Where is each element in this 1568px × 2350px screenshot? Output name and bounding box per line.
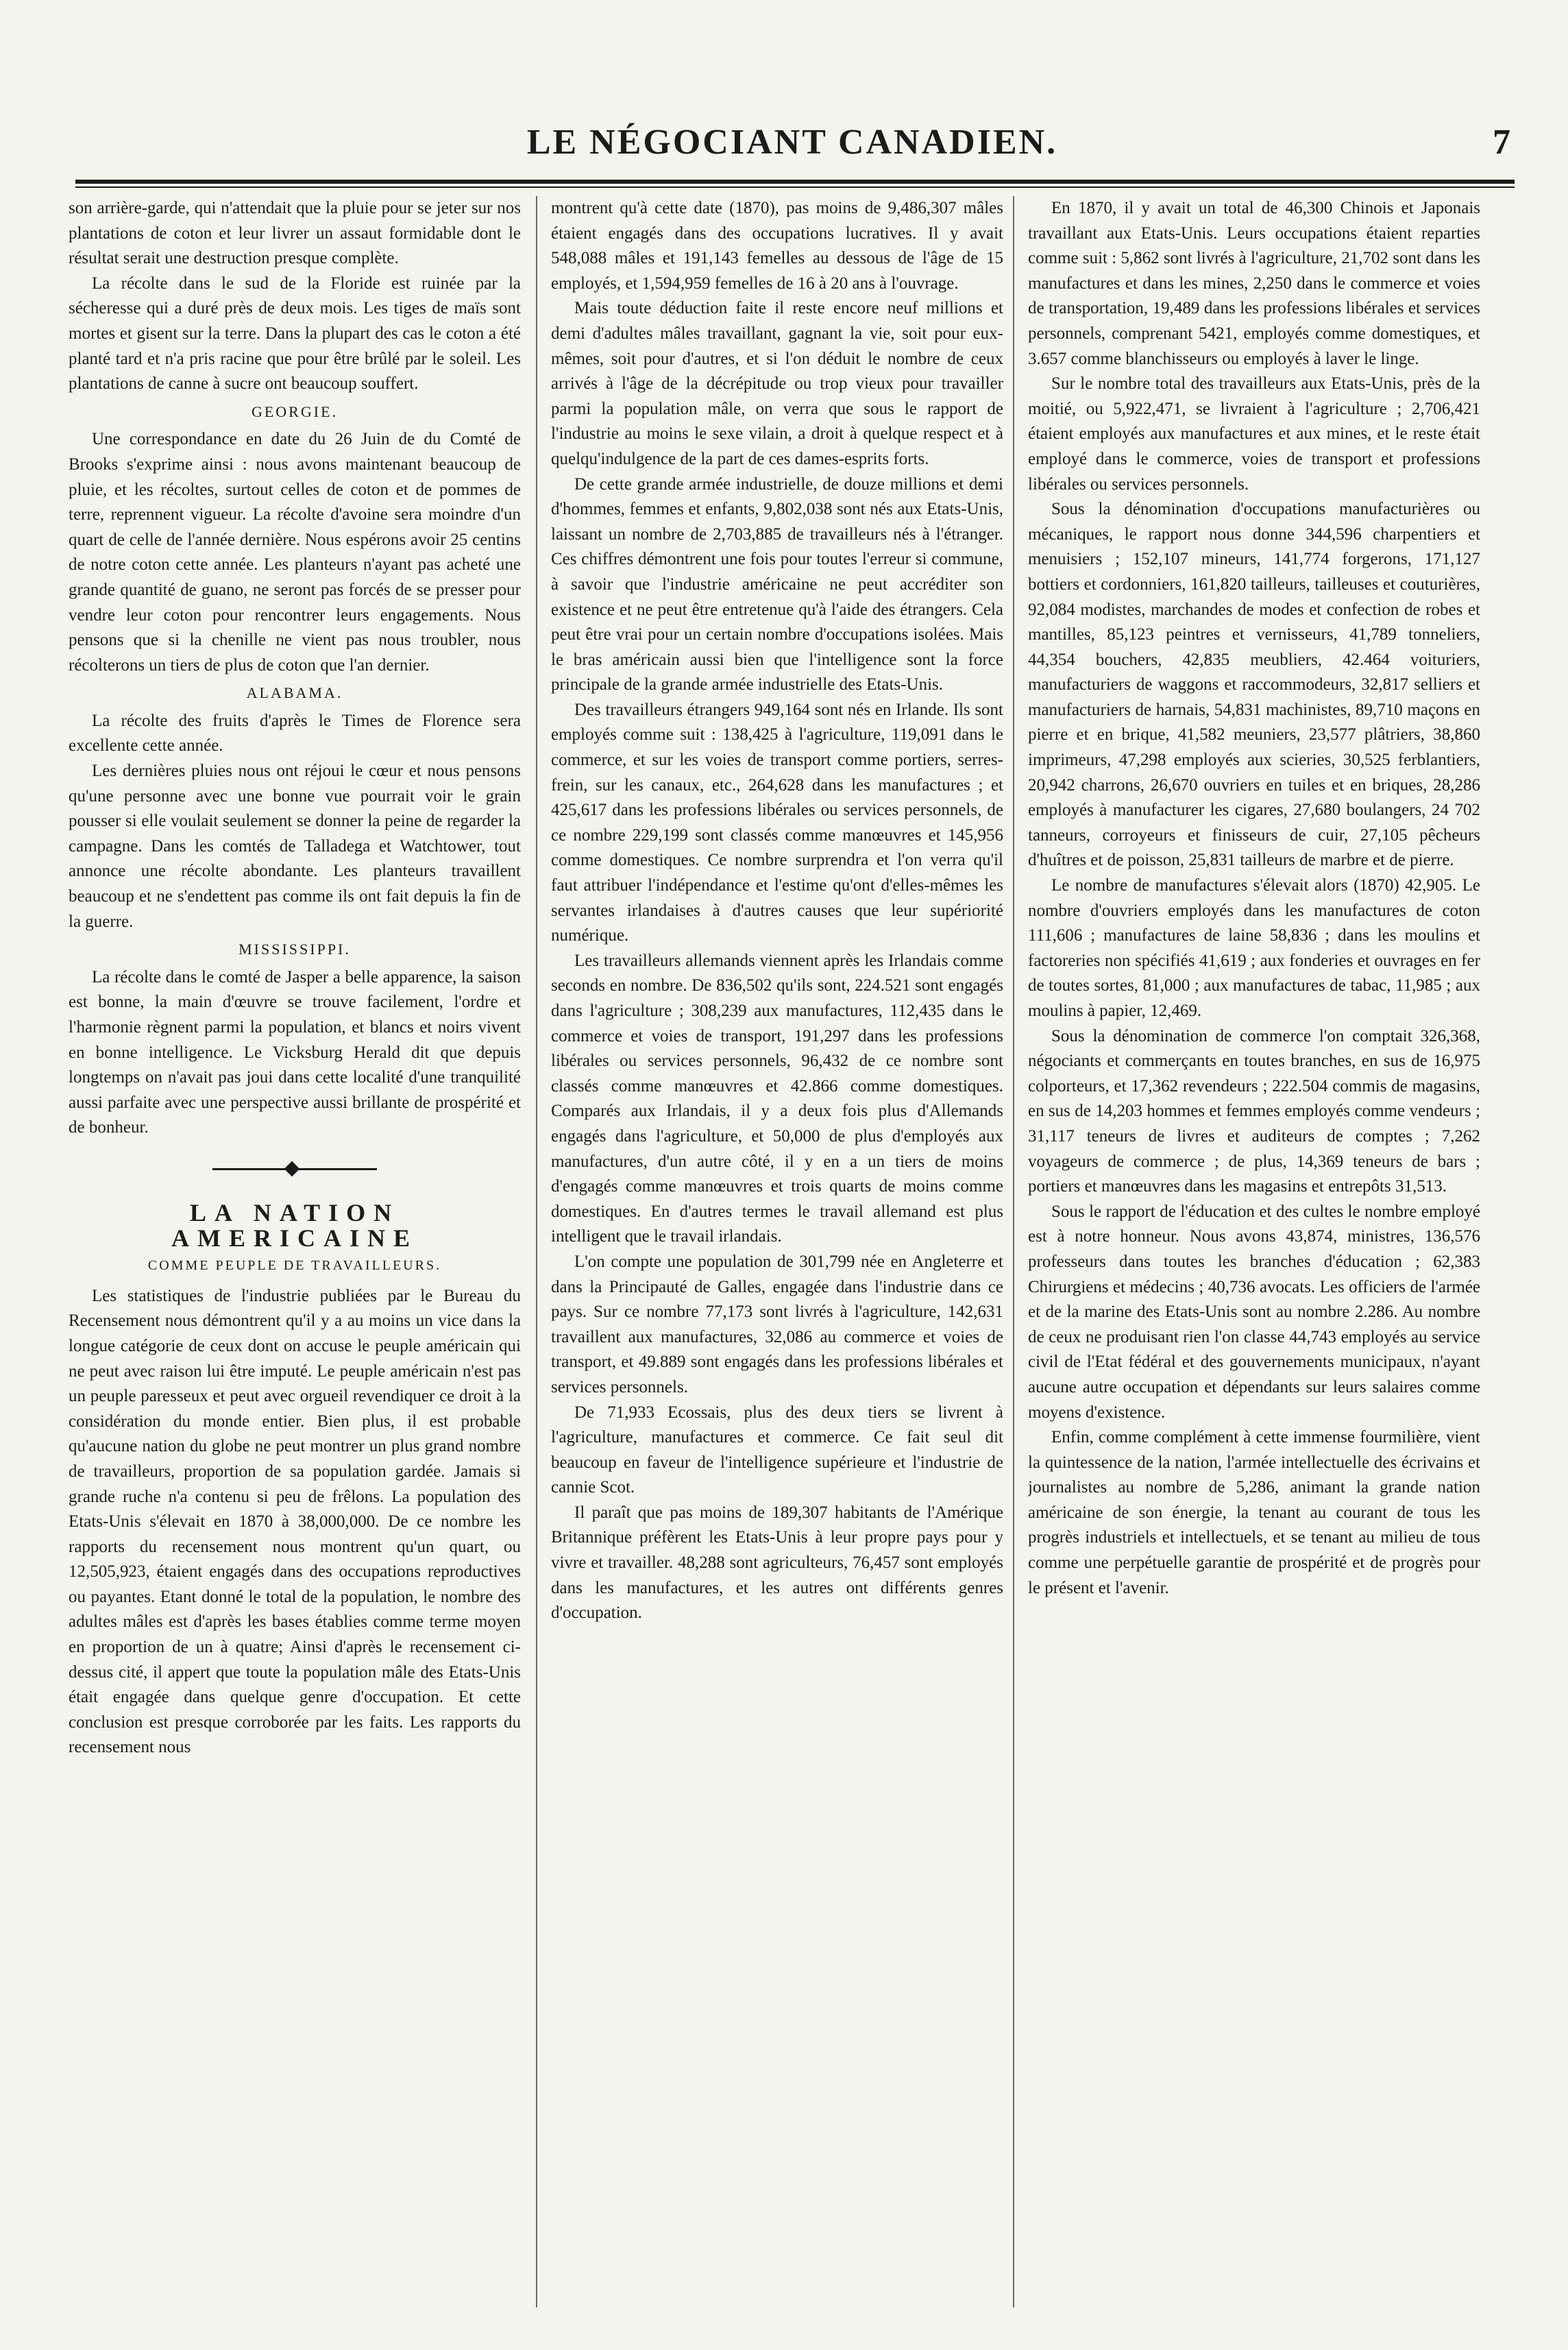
paragraph: Une correspondance en date du 26 Juin de du Comté de Brooks s'exprime ainsi : nous avons maintenant beaucoup de pluie, et les récoltes, surtout celles de coton et de pommes de terre, reprennent vigueur. La récolte d'avoine sera moindre d'un quart de celle de l'année dernière. Nous espérons avoir 25 centins de notre coton cette année. Les planteurs n'ayant pas acheté une grande quantité de guano, ne seront pas forcés de se presser pour vendre leur coton pour rencontrer leurs engagements. Nous pensons que si la chenille ne vient pas nous troubler, nous récolterons un tiers de plus de coton que l'an dernier. bbox=[69, 430, 521, 675]
paragraph: Sous le rapport de l'éducation et des cultes le nombre employé est à notre honneur. Nous avons 43,874, ministres, 136,576 professeurs dans toutes les branches d'éducation ; 62,383 Chirurgiens et médecins ; 40,736 avocats. Les officiers de l'armée et de la marine des Etats-Unis sont au nombre 2.286. Au nombre de ceux ne produisant rien l'on classe 44,743 employés au service civil de l'Etat fédéral et des gouvernements municipaux, n'ayant aucune autre occupation et dépendants sur leurs salaires comme moyens d'existence. bbox=[1028, 1202, 1480, 1422]
paragraph: son arrière-garde, qui n'attendait que la pluie pour se jeter sur nos plantations de coton et leur livrer un assaut formidable dont le résultat serait une destruction presque complète. bbox=[69, 199, 521, 268]
paragraph: Enfin, comme complément à cette immense fourmilière, vient la quintessence de la nation, l'armée intellectuelle des écrivains et journalistes au nombre de 5,286, animant la grande nation américaine de son énergie, la tenant au courant de tous les progrès industriels et intellectuels, et se tenant au milieu de tous comme une perpétuelle garantie de prospérité et de progrès pour le présent et l'avenir. bbox=[1028, 1428, 1480, 1597]
paragraph: Les statistiques de l'industrie publiées par le Bureau du Recensement nous démontrent qu'il y a au moins un vice dans la longue catégorie de ceux dont on accuse le peuple américain qui ne peut avec raison lui être imputé. Le peuple américain n'est pas un peuple paresseux et peut avec orgueil revendiquer ce droit à la considération du monde entier. Bien plus, il est probable qu'aucune nation du globe ne peut montrer un plus grand nombre de travailleurs, proportion de sa population gardée. Jamais si grande ruche n'a contenu si peu de frêlons. La population des Etats-Unis s'élevait en 1870 à 38,000,000. De ce nombre les rapports du recensement nous montrent qu'un quart, ou 12,505,923, étaient engagés dans des occupations reproductives ou payantes. Etant donné le total de la population, le nombre des adultes mâles est d'après les bases établies comme terme moyen en proportion de un à quatre; Ainsi d'après le recensement ci-dessus cité, il appert que toute la population mâle des Etats-Unis était engagée dans quelque genre d'occupation. Et cette conclusion est presque corroborée par les faits. Les rapports du recensement nous bbox=[69, 1286, 521, 1757]
paragraph: Les dernières pluies nous ont réjoui le cœur et nous pensons qu'une personne avec une bonne vue pourrait voir le grain pousser si elle voulait seulement se donner la peine de regarder la campagne. Dans les comtés de Talladega et Watchtower, tout annonce une récolte abondante. Les planteurs travaillent beaucoup et ne s'endettent pas comme ils ont fait depuis la fin de la guerre. bbox=[69, 762, 521, 931]
section-separator bbox=[212, 1168, 377, 1170]
paragraph: Sous la dénomination d'occupations manufacturières ou mécaniques, le rapport nous donne 344,596 charpentiers et menuisiers ; 152,107 mineurs, 141,774 forgerons, 171,127 bottiers et cordonniers, 161,820 tailleurs, tailleuses et couturières, 92,084 modistes, marchandes de modes et confection de robes et mantilles, 85,123 peintres et vernisseurs, 41,789 tonneliers, 44,354 bouchers, 42,835 meubliers, 42.464 voituriers, manufacturiers de waggons et raccommodeurs, 32,817 selliers et manufacturiers de harnais, 54,831 machinistes, 89,710 maçons en pierre et en brique, 41,582 meuniers, 23,577 plâtriers, 38,860 imprimeurs, 47,298 employés aux scieries, 30,525 ferblantiers, 20,942 charrons, 26,670 ouvriers en tuiles et en briques, 28,286 employés à manufacturer les cigares, 27,680 boulangers, 24 702 tanneurs, corroyeurs et finisseurs de cuir, 27,105 pêcheurs d'huîtres et de poisson, 25,831 tailleurs de marbre et de pierre. bbox=[1028, 500, 1480, 870]
paragraph: Sur le nombre total des travailleurs aux Etats-Unis, près de la moitié, ou 5,922,471, se livraient à l'agriculture ; 2,706,421 étaient employés aux manufactures et aux mines, et le reste était employé dans le commerce, voies de transport et professions libérales ou services personnels. bbox=[1028, 374, 1480, 494]
paragraph: Sous la dénomination de commerce l'on comptait 326,368, négociants et commerçants en toutes branches, en sus de 16,975 colporteurs, et 17,362 revendeurs ; 222.504 commis de magasins, en sus de 14,203 hommes et femmes employés comme vendeurs ; 31,117 teneurs de livres et auditeurs de comptes ; 7,262 voyageurs de commerce ; de plus, 14,369 teneurs de bars ; portiers et manœuvres dans les magasins et entrepôts 31,513. bbox=[1028, 1026, 1480, 1196]
column-1 bbox=[69, 196, 521, 2321]
paragraph: Mais toute déduction faite il reste encore neuf millions et demi d'adultes mâles travaillant, gagnant la vie, soit pour eux-mêmes, soit pour d'autres, et si l'on déduit le nombre de ceux arrivés à l'âge de la décrépitude ou trop vieux pour travailler parmi la population mâle, on verra que sous le rapport de l'industrie au moins le sexe vilain, a droit à quelque respect et à quelqu'indulgence de la part de ces dames-esprits forts. bbox=[551, 299, 1003, 468]
section-location-heading: MISSISSIPPI. bbox=[238, 941, 351, 958]
paragraph: Des travailleurs étrangers 949,164 sont nés en Irlande. Ils sont employés comme suit : 138,425 à l'agriculture, 119,091 dans le commerce, et sur les voies de transport comme portiers, serres-frein, sur les canaux, etc., 264,628 dans les manufactures ; et 425,617 dans les professions libérales ou services personnels, de ce nombre 229,199 sont classés comme manœuvres et 145,956 comme domestiques. Ce nombre surprendra et l'on verra qu'il faut attribuer l'indépendance et l'estime qu'ont d'elles-mêmes les servantes irlandaises à d'autres causes que leur supériorité numérique. bbox=[551, 700, 1003, 945]
paragraph: La récolte dans le sud de la Floride est ruinée par la sécheresse qui a duré près de deux mois. Les tiges de maïs sont mortes et gisent sur la terre. Dans la plupart des cas le coton a été planté tard et n'a pris racine que pour être brûlé par le soleil. Les plantations de canne à sucre ont beaucoup souffert. bbox=[69, 274, 521, 393]
paragraph: montrent qu'à cette date (1870), pas moins de 9,486,307 mâles étaient engagés dans des occupations lucratives. Il y avait 548,088 mâles et 191,143 femelles au dessous de l'âge de 15 employés, et 1,594,959 femelles de 16 à 20 ans à l'ouvrage. bbox=[551, 199, 1003, 293]
column-2 bbox=[551, 196, 1003, 2321]
section-location-heading: ALABAMA. bbox=[246, 684, 343, 702]
page-number: 7 bbox=[1493, 123, 1510, 162]
column-divider bbox=[1013, 196, 1014, 2307]
section-location-heading: GEORGIE. bbox=[251, 402, 339, 420]
masthead bbox=[66, 122, 1519, 180]
paragraph: Le nombre de manufactures s'élevait alors (1870) 42,905. Le nombre d'ouvriers employés dans les manufactures de coton 111,606 ; manufactures de laine 58,836 ; dans les moulins et factoreries non spécifiés 41,619 ; aux fonderies et ouvrages en fer de toutes sortes, 81,000 ; aux manufactures de tabac, 11,985 ; aux moulins à papier, 12,469. bbox=[1028, 876, 1480, 1020]
header-rule-thick bbox=[75, 180, 1515, 184]
paragraph: Il paraît que pas moins de 189,307 habitants de l'Amérique Britannique préfèrent les Etats-Unis à leur propre pays pour y vivre et travailler. 48,288 sont agriculteurs, 76,457 sont employés dans les manufactures, et les autres ont différents genres d'occupation. bbox=[551, 1503, 1003, 1623]
column-divider bbox=[536, 196, 537, 2307]
article-heading: LA NATION AMERICAINE bbox=[171, 1198, 418, 1252]
paragraph: Les travailleurs allemands viennent après les Irlandais comme seconds en nombre. De 836,502 qu'ils sont, 224.521 sont engagés dans l'agriculture ; 308,239 aux manufactures, 112,435 dans le commerce et voies de transport, 191,297 dans les professions libérales ou services personnels, 96,432 de ce nombre sont classés comme manœuvres et 42.866 comme domestiques. Comparés aux Irlandais, il y a deux fois plus d'Allemands engagés dans l'agriculture, et 50,000 de plus d'employés aux manufactures, d'un autre côté, il y en a un tiers de moins d'engagés comme manœuvres et trois quarts de moins comme domestiques. En d'autres termes le travail allemand est plus intelligent que le travail irlandais. bbox=[551, 951, 1003, 1246]
article-subheading: COMME PEUPLE DE TRAVAILLEURS. bbox=[147, 1258, 442, 1274]
paragraph: En 1870, il y avait un total de 46,300 Chinois et Japonais travaillant aux Etats-Unis. Leurs occupations étaient reparties comme suit : 5,862 sont livrés à l'agriculture, 21,702 sont dans les manufactures et dans les mines, 2,250 dans le commerce et voies de transportation, 19,489 dans les professions libérales et services personnels, comprenant 5421, employés comme domestiques, et 3.657 comme blanchisseurs ou employés à laver le linge. bbox=[1028, 199, 1480, 368]
column-3 bbox=[1028, 196, 1480, 2321]
paragraph: De cette grande armée industrielle, de douze millions et demi d'hommes, femmes et enfants, 9,802,038 sont nés aux Etats-Unis, laissant un nombre de 2,703,885 de travailleurs nés à l'étranger. Ces chiffres démontrent une fois pour toutes l'erreur si commune, à savoir que l'industrie américaine ne peut accréditer son existence et ne peut être entretenue qu'à l'aide des étrangers. Cela peut être vrai pour un certain nombre d'occupations isolées. Mais le bras américain aussi bien que l'intelligence sont la force principale de la grande armée industrielle des Etats-Unis. bbox=[551, 474, 1003, 694]
paragraph: De 71,933 Ecossais, plus des deux tiers se livrent à l'agriculture, manufactures et commerce. Ce fait seul dit beaucoup en faveur de l'intelligence supérieure et l'industrie de cannie Scot. bbox=[551, 1403, 1003, 1497]
paragraph: La récolte dans le comté de Jasper a belle apparence, la saison est bonne, la main d'œuvre se trouve facilement, l'ordre et l'harmonie règnent parmi la population, et blancs et noirs vivent en bonne intelligence. Le Vicksburg Herald dit que depuis longtemps on n'avait pas joui dans cette localité d'une tranquilité aussi parfaite avec une perspective aussi brillante de prospérité et de bonheur. bbox=[69, 967, 521, 1137]
paragraph: L'on compte une population de 301,799 née en Angleterre et dans la Principauté de Galles, engagée dans l'industrie dans ce pays. Sur ce nombre 77,173 sont livrés à l'agriculture, 142,631 travaillent aux manufactures, 32,086 au commerce et voies de transport, et 49.889 sont engagés dans les professions libérales et services personnels. bbox=[551, 1252, 1003, 1396]
header-rule-thin bbox=[75, 186, 1515, 188]
paragraph: La récolte des fruits d'après le Times de Florence sera excellente cette année. bbox=[69, 711, 521, 755]
newspaper-title: LE NÉGOCIANT CANADIEN. bbox=[526, 123, 1058, 162]
